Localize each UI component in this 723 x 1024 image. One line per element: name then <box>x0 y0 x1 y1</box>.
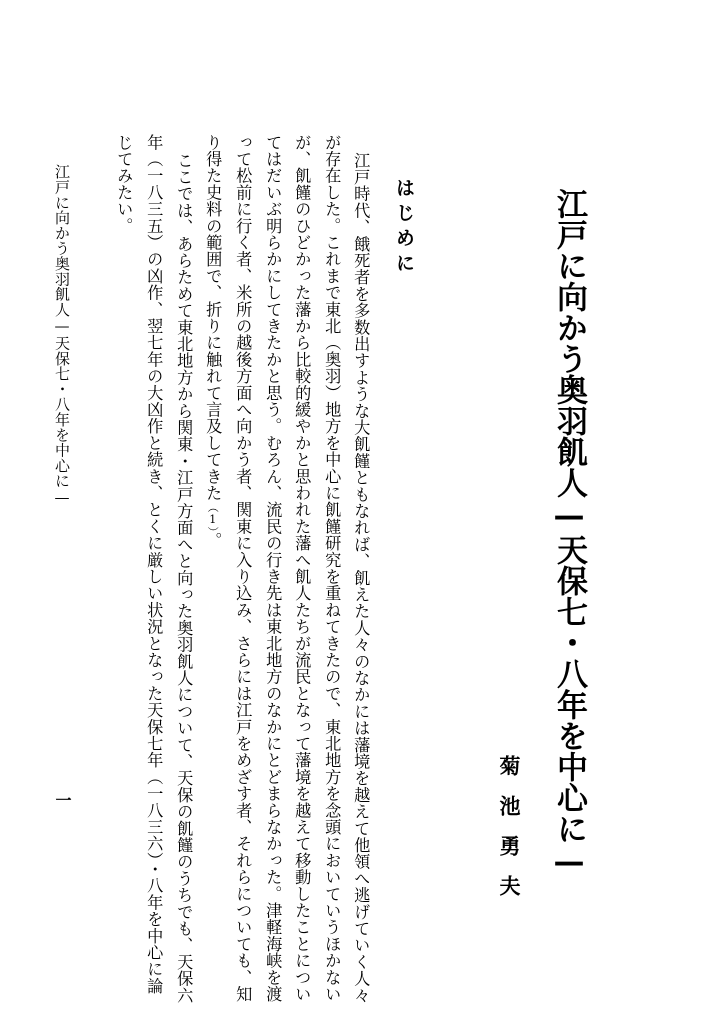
body-line-8: 年（一八三五）の凶作、翌七年の大凶作と続き、とくに厳しい状況となった天保七年（一八三六）・八年を中心に論 <box>144 134 164 995</box>
body-line-4: てはだいぶ明らかにしてきたかと思う。むろん、流民の行き先は東北地方のなかにとどまらなかった。津軽海峡を渡 <box>263 134 283 1003</box>
body-line-5: って松前に行く者、米所の越後方面へ向かう者、関東に入り込み、さらには江戸をめざす者、それらについても、知 <box>233 134 253 1003</box>
body-line-9: じてみたい。 <box>114 134 134 235</box>
body-line-2: が存在した。これまで東北（奥羽）地方を中心に飢饉研究を重ねてきたので、東北地方を念頭においていうほかない <box>322 134 342 1003</box>
article-title: 江戸に向かう奥羽飢人—天保七・八年を中心に— <box>551 188 587 880</box>
page-number: 一 <box>53 792 72 808</box>
body-line-6 <box>203 134 223 550</box>
section-heading: はじめに <box>393 178 415 278</box>
footnote-ref: （1） <box>206 501 220 533</box>
body-line-7: ここでは、あらためて東北地方から関東・江戸方面へと向った奥羽飢人について、天保の飢饉のうちでも、天保六 <box>174 152 194 1004</box>
body-line-1: 江戸時代、餓死者を多数出すような大飢饉ともなれば、飢えた人々のなかには藩境を越えて他領へ逃げていく人々 <box>351 152 371 1004</box>
body-line-6-end: 。 <box>203 532 223 550</box>
body-line-3: が、飢饉のひどかった藩から比較的緩やかと思われた藩へ飢人たちが流民となって藩境を越えて移動したことについ <box>292 134 312 1003</box>
body-line-6-text: り得た史料の範囲で、折りに触れて言及してきた <box>203 134 223 502</box>
running-head: 江戸に向かう奥羽飢人—天保七・八年を中心に— <box>53 164 71 507</box>
author-name: 菊池勇夫 <box>497 755 521 915</box>
